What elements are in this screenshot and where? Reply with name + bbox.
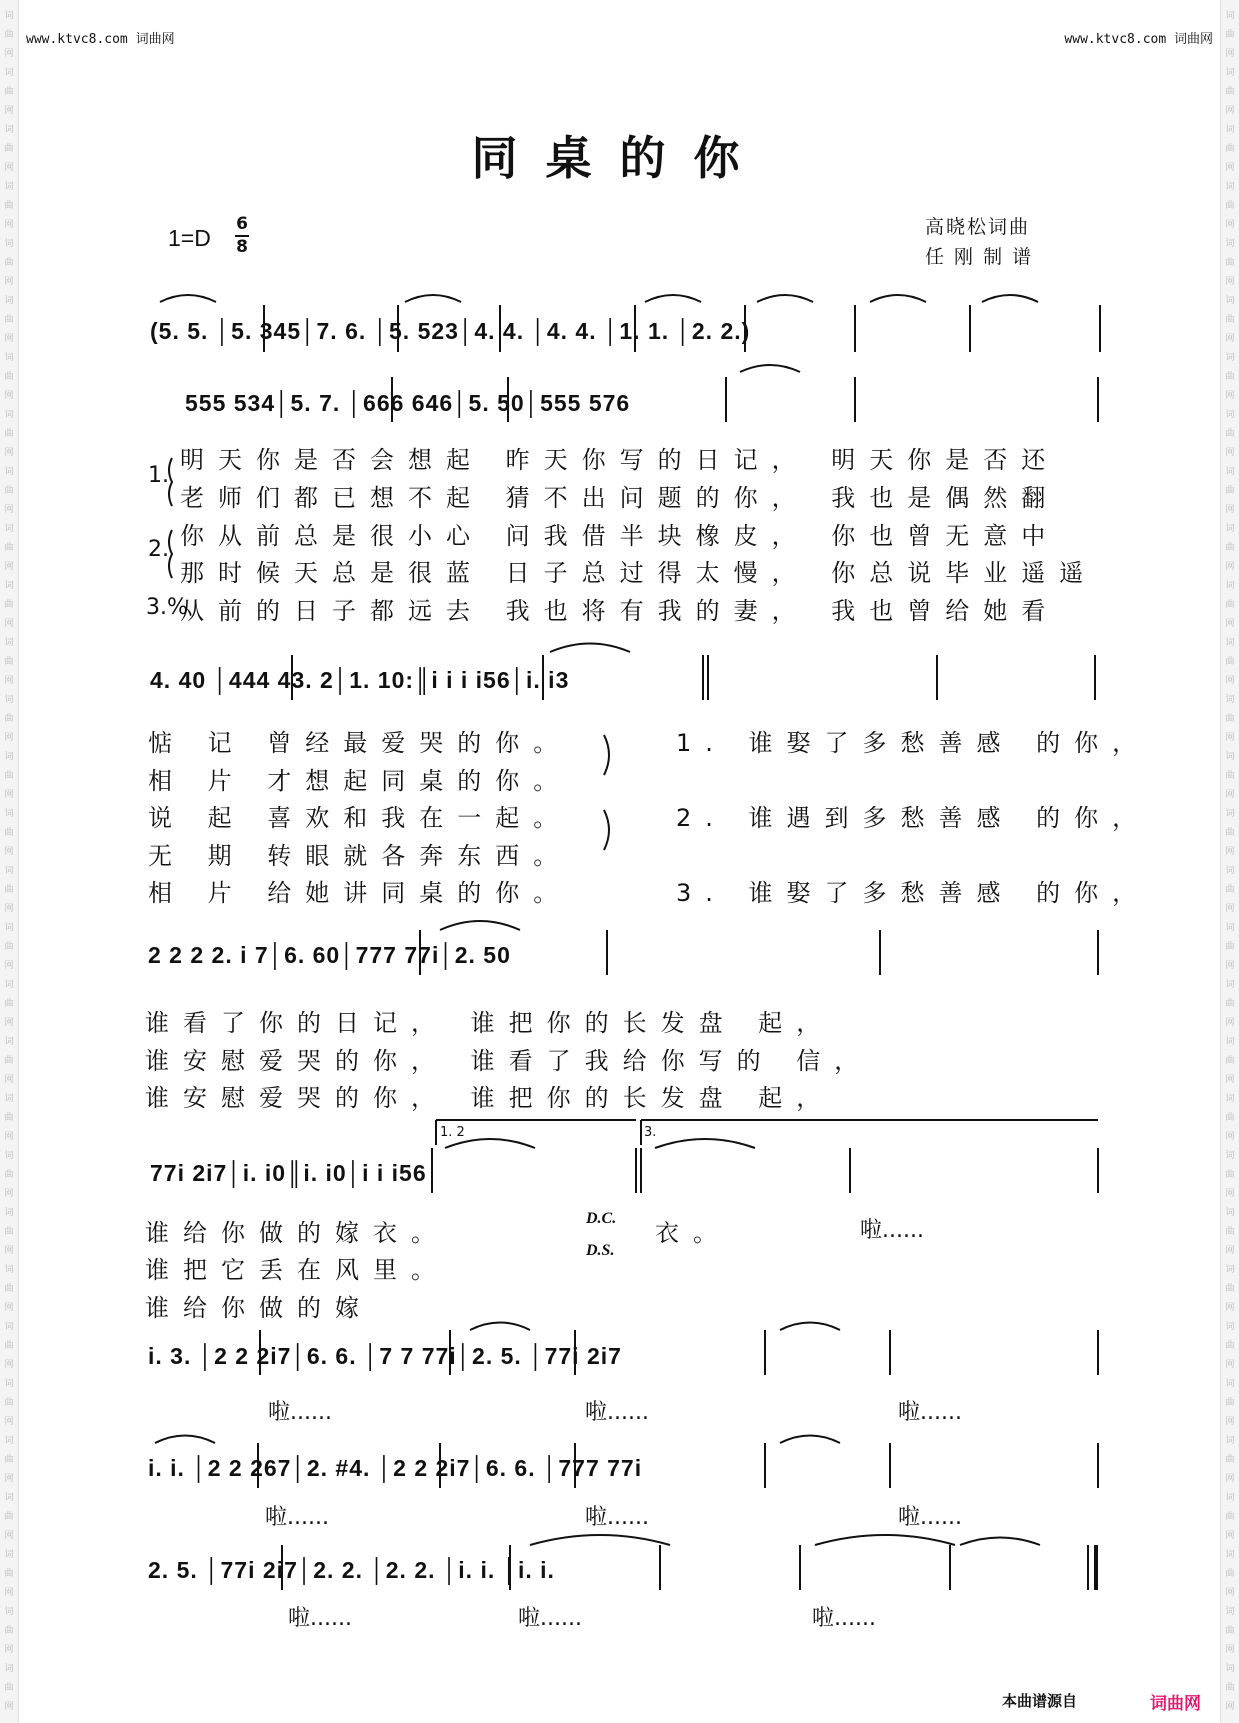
watermark-glyph: 网 [1225, 1075, 1235, 1085]
watermark-glyph: 网 [1225, 847, 1235, 857]
watermark-glyph: 网 [4, 1303, 14, 1313]
watermark-glyph: 网 [1225, 1018, 1235, 1028]
notation-row-6: i. 3. │2 2 2i7│6. 6. │7 7 77i│2. 5. │77i 2i7 [148, 1343, 622, 1369]
watermark-glyph: 网 [1225, 1417, 1235, 1427]
watermark-glyph: 曲 [4, 30, 14, 40]
watermark-glyph: 网 [4, 1417, 14, 1427]
watermark-glyph: 曲 [1225, 543, 1235, 553]
watermark-glyph: 词 [1225, 11, 1235, 21]
lyric-line-5: 从前的日子都远去 我也将有我的妻， 我也曾给她看 [180, 597, 1060, 625]
notation-row-4: 2 2 2 2. i 7│6. 60│777 77i│2. 50 [148, 942, 511, 968]
watermark-glyph: 曲 [4, 1398, 14, 1408]
key-signature: 1=D [168, 225, 211, 251]
watermark-glyph: 词 [1225, 752, 1235, 762]
lyric-b2-left-2: 相 片 才想起同桌的你。 [148, 767, 572, 795]
watermark-glyph: 曲 [4, 942, 14, 952]
la-row8-2: 啦...... [518, 1606, 582, 1631]
watermark-glyph: 曲 [4, 1341, 14, 1351]
volta-second-label: 3. [644, 1125, 657, 1140]
lyric-b2-left-5: 相 片 给她讲同桌的你。 [148, 879, 572, 907]
volta-first-label: 1. 2 [440, 1125, 465, 1140]
la-row7-1: 啦...... [265, 1505, 329, 1530]
watermark-glyph: 词 [4, 125, 14, 135]
notation-row-3: 4. 40 │444 43. 2│1. 10:║i i i i56│i. i3 [150, 667, 570, 693]
dc-marking: D.C. [586, 1210, 617, 1227]
watermark-glyph: 词 [4, 1379, 14, 1389]
lyric-b3-2: 谁安慰爱哭的你， 谁看了我给你写的 信， [145, 1047, 873, 1075]
credit-lyrics-music: 高晓松词曲 [925, 216, 1031, 238]
lyric-b3-3: 谁安慰爱哭的你， 谁把你的长发盘 起， [145, 1084, 835, 1112]
watermark-glyph: 曲 [1225, 771, 1235, 781]
watermark-glyph: 词 [4, 410, 14, 420]
watermark-glyph: 曲 [1225, 30, 1235, 40]
la-row8-3: 啦...... [812, 1606, 876, 1631]
watermark-glyph: 曲 [1225, 714, 1235, 724]
watermark-glyph: 网 [1225, 904, 1235, 914]
watermark-glyph: 词 [1225, 1265, 1235, 1275]
lyric-b4-2: 谁把它丢在风里。 [145, 1256, 449, 1284]
watermark-glyph: 曲 [1225, 1455, 1235, 1465]
watermark-glyph: 网 [4, 448, 14, 458]
watermark-glyph: 网 [1225, 277, 1235, 287]
watermark-glyph: 曲 [1225, 600, 1235, 610]
lyric-line-1: 明天你是否会想起 昨天你写的日记， 明天你是否还 [180, 446, 1060, 474]
footer-brand-logo[interactable]: 词曲网 [1150, 1694, 1201, 1714]
watermark-glyph: 网 [4, 1588, 14, 1598]
watermark-glyph: 词 [4, 923, 14, 933]
la-row7-2: 啦...... [585, 1505, 649, 1530]
lyric-line-3: 你从前总是很小心 问我借半块橡皮， 你也曾无意中 [180, 522, 1060, 550]
watermark-glyph: 曲 [4, 87, 14, 97]
watermark-glyph: 网 [1225, 1474, 1235, 1484]
watermark-glyph: 曲 [1225, 828, 1235, 838]
watermark-glyph: 曲 [4, 1170, 14, 1180]
watermark-glyph: 词 [1225, 125, 1235, 135]
watermark-glyph: 网 [1225, 1189, 1235, 1199]
watermark-glyph: 网 [4, 277, 14, 287]
lyric-b4-yi: 衣。 [655, 1219, 731, 1247]
watermark-glyph: 网 [1225, 1246, 1235, 1256]
watermark-glyph: 曲 [4, 1284, 14, 1294]
watermark-glyph: 词 [1225, 1322, 1235, 1332]
watermark-glyph: 网 [1225, 790, 1235, 800]
watermark-glyph: 词 [1225, 980, 1235, 990]
watermark-glyph: 曲 [1225, 486, 1235, 496]
watermark-glyph: 曲 [4, 828, 14, 838]
verse-label-3: 3.% [146, 595, 188, 620]
la-row6-1: 啦...... [268, 1400, 332, 1425]
verse-label-2: 2. [148, 537, 169, 562]
watermark-glyph: 词 [4, 866, 14, 876]
watermark-glyph: 曲 [4, 1227, 14, 1237]
la-row6-3: 啦...... [898, 1400, 962, 1425]
watermark-glyph: 网 [1225, 334, 1235, 344]
watermark-glyph: 词 [1225, 866, 1235, 876]
watermark-glyph: 网 [1225, 220, 1235, 230]
watermark-glyph: 词 [1225, 581, 1235, 591]
watermark-glyph: 曲 [4, 1626, 14, 1636]
watermark-glyph: 网 [4, 1702, 14, 1712]
lyric-line-4: 那时候天总是很蓝 日子总过得太慢， 你总说毕业遥遥 [180, 559, 1098, 587]
watermark-glyph: 网 [1225, 619, 1235, 629]
lyric-b4-la: 啦...... [860, 1218, 924, 1243]
watermark-glyph: 曲 [1225, 315, 1235, 325]
watermark-glyph: 网 [1225, 1645, 1235, 1655]
watermark-glyph: 词 [4, 752, 14, 762]
watermark-glyph: 网 [4, 1645, 14, 1655]
watermark-glyph: 曲 [4, 771, 14, 781]
watermark-glyph: 网 [1225, 733, 1235, 743]
footer-source-label: 本曲谱源自 [1002, 1692, 1078, 1710]
watermark-glyph: 词 [4, 296, 14, 306]
watermark-glyph: 词 [4, 1037, 14, 1047]
watermark-glyph: 词 [4, 1436, 14, 1446]
watermark-glyph: 曲 [1225, 372, 1235, 382]
lyric-b4-1: 谁给你做的嫁衣。 [145, 1219, 449, 1247]
watermark-glyph: 词 [4, 1151, 14, 1161]
song-title: 同桌的你 [471, 131, 768, 185]
watermark-glyph: 网 [4, 1246, 14, 1256]
watermark-glyph: 词 [1225, 638, 1235, 648]
watermark-glyph: 曲 [1225, 942, 1235, 952]
watermark-glyph: 网 [1225, 961, 1235, 971]
watermark-glyph: 词 [1225, 182, 1235, 192]
watermark-glyph: 词 [4, 1322, 14, 1332]
watermark-glyph: 词 [4, 1493, 14, 1503]
watermark-glyph: 曲 [4, 258, 14, 268]
watermark-glyph: 曲 [4, 600, 14, 610]
watermark-glyph: 网 [4, 106, 14, 116]
watermark-glyph: 曲 [1225, 1284, 1235, 1294]
watermark-glyph: 网 [1225, 1702, 1235, 1712]
watermark-glyph: 词 [4, 809, 14, 819]
header-url-right[interactable]: www.ktvc8.com 词曲网 [1064, 32, 1213, 47]
watermark-glyph: 曲 [1225, 1056, 1235, 1066]
watermark-glyph: 网 [1225, 1360, 1235, 1370]
watermark-glyph: 网 [4, 733, 14, 743]
watermark-glyph: 网 [1225, 1132, 1235, 1142]
watermark-glyph: 曲 [4, 486, 14, 496]
watermark-glyph: 词 [4, 1550, 14, 1560]
watermark-glyph: 词 [4, 239, 14, 249]
watermark-glyph: 曲 [4, 1455, 14, 1465]
notation-row-5: 77i 2i7│i. i0║i. i0│i i i56 [150, 1160, 427, 1186]
watermark-glyph: 词 [1225, 1094, 1235, 1104]
watermark-glyph: 网 [4, 904, 14, 914]
watermark-glyph: 网 [4, 619, 14, 629]
watermark-glyph: 词 [1225, 353, 1235, 363]
lyric-b2-left-3: 说 起 喜欢和我在一起。 [148, 804, 572, 832]
watermark-glyph: 网 [4, 1360, 14, 1370]
watermark-glyph: 词 [1225, 695, 1235, 705]
watermark-glyph: 曲 [4, 714, 14, 724]
watermark-glyph: 词 [4, 695, 14, 705]
watermark-glyph: 词 [1225, 524, 1235, 534]
watermark-glyph: 曲 [1225, 87, 1235, 97]
watermark-glyph: 网 [4, 1189, 14, 1199]
watermark-glyph: 词 [1225, 809, 1235, 819]
notation-row-7: i. i. │2 2 267│2. #4. │2 2 2i7│6. 6. │777 77i [148, 1455, 643, 1481]
watermark-glyph: 网 [4, 1132, 14, 1142]
watermark-glyph: 网 [4, 961, 14, 971]
watermark-glyph: 曲 [1225, 1569, 1235, 1579]
lyric-b2-right-2: 2. 谁遇到多愁善感 的你， [676, 804, 1151, 832]
watermark-glyph: 词 [1225, 410, 1235, 420]
watermark-glyph: 曲 [4, 999, 14, 1009]
ds-marking: D.S. [586, 1242, 615, 1259]
watermark-glyph: 网 [4, 790, 14, 800]
watermark-glyph: 网 [1225, 505, 1235, 515]
watermark-glyph: 曲 [1225, 1626, 1235, 1636]
watermark-glyph: 曲 [4, 1056, 14, 1066]
lyric-b2-left-1: 惦 记 曾经最爱哭的你。 [148, 729, 572, 757]
watermark-glyph: 词 [1225, 68, 1235, 78]
watermark-glyph: 曲 [1225, 258, 1235, 268]
watermark-glyph: 词 [4, 467, 14, 477]
watermark-glyph: 曲 [4, 885, 14, 895]
watermark-glyph: 网 [4, 1075, 14, 1085]
watermark-glyph: 词 [1225, 1493, 1235, 1503]
watermark-glyph: 曲 [1225, 1113, 1235, 1123]
watermark-glyph: 曲 [1225, 429, 1235, 439]
lyric-b2-right-3: 3. 谁娶了多愁善感 的你， [676, 879, 1151, 907]
watermark-glyph: 网 [4, 505, 14, 515]
watermark-glyph: 网 [1225, 106, 1235, 116]
watermark-glyph: 词 [1225, 1664, 1235, 1674]
watermark-glyph: 曲 [1225, 1341, 1235, 1351]
watermark-glyph: 词 [1225, 1436, 1235, 1446]
watermark-glyph: 网 [4, 847, 14, 857]
watermark-glyph: 网 [1225, 1303, 1235, 1313]
credit-arranger: 任 刚 制 谱 [925, 246, 1034, 268]
watermark-glyph: 曲 [1225, 144, 1235, 154]
watermark-glyph: 曲 [4, 144, 14, 154]
header-url-left[interactable]: www.ktvc8.com 词曲网 [26, 32, 175, 47]
watermark-glyph: 曲 [4, 1512, 14, 1522]
watermark-glyph: 网 [4, 334, 14, 344]
watermark-glyph: 词 [4, 1664, 14, 1674]
watermark-glyph: 曲 [1225, 657, 1235, 667]
watermark-glyph: 网 [1225, 163, 1235, 173]
la-row8-1: 啦...... [288, 1606, 352, 1631]
time-signature-top: 6 [236, 214, 248, 234]
watermark-glyph: 网 [4, 1531, 14, 1541]
watermark-glyph: 网 [1225, 391, 1235, 401]
watermark-glyph: 词 [4, 980, 14, 990]
watermark-glyph: 曲 [1225, 1683, 1235, 1693]
watermark-glyph: 网 [1225, 1588, 1235, 1598]
notation-row-1: (5. 5. │5. 345│7. 6. │5. 523│4. 4. │4. 4. │1. 1. │2. 2.) [150, 318, 751, 344]
lyric-b2-left-4: 无 期 转眼就各奔东西。 [148, 842, 572, 870]
watermark-glyph: 曲 [4, 1683, 14, 1693]
watermark-glyph: 网 [4, 220, 14, 230]
watermark-glyph: 曲 [1225, 999, 1235, 1009]
watermark-glyph: 网 [4, 1474, 14, 1484]
watermark-glyph: 曲 [1225, 885, 1235, 895]
watermark-glyph: 词 [1225, 923, 1235, 933]
watermark-glyph: 曲 [1225, 1170, 1235, 1180]
watermark-glyph: 曲 [4, 372, 14, 382]
lyric-b2-right-1: 1. 谁娶了多愁善感 的你， [676, 729, 1151, 757]
lyric-b4-3: 谁给你做的嫁 [145, 1294, 373, 1322]
watermark-glyph: 词 [4, 1094, 14, 1104]
watermark-glyph: 网 [4, 1018, 14, 1028]
watermark-glyph: 曲 [4, 1569, 14, 1579]
watermark-glyph: 网 [1225, 676, 1235, 686]
watermark-glyph: 网 [1225, 562, 1235, 572]
watermark-glyph: 网 [4, 391, 14, 401]
watermark-glyph: 网 [4, 49, 14, 59]
watermark-glyph: 曲 [4, 1113, 14, 1123]
notation-row-8: 2. 5. │77i 2i7│2. 2. │2. 2. │i. i. │i. i. [148, 1557, 555, 1583]
watermark-glyph: 词 [4, 353, 14, 363]
watermark-glyph: 网 [1225, 49, 1235, 59]
watermark-glyph: 词 [1225, 1550, 1235, 1560]
watermark-glyph: 词 [1225, 467, 1235, 477]
watermark-glyph: 词 [4, 1265, 14, 1275]
watermark-glyph: 词 [1225, 1607, 1235, 1617]
watermark-glyph: 曲 [1225, 1227, 1235, 1237]
watermark-glyph: 网 [4, 676, 14, 686]
watermark-glyph: 词 [1225, 239, 1235, 249]
watermark-glyph: 词 [1225, 1037, 1235, 1047]
watermark-glyph: 曲 [4, 543, 14, 553]
watermark-glyph: 曲 [4, 201, 14, 211]
la-row7-3: 啦...... [898, 1505, 962, 1530]
notation-row-2: 555 534│5. 7. │666 646│5. 50│555 576 [185, 390, 631, 416]
lyric-line-2: 老师们都已想不起 猜不出问题的你， 我也是偶然翻 [180, 484, 1060, 512]
lyric-b3-1: 谁看了你的日记， 谁把你的长发盘 起， [145, 1009, 835, 1037]
watermark-glyph: 词 [1225, 1151, 1235, 1161]
watermark-glyph: 词 [4, 581, 14, 591]
watermark-glyph: 网 [1225, 448, 1235, 458]
watermark-glyph: 词 [1225, 296, 1235, 306]
watermark-glyph: 网 [4, 562, 14, 572]
watermark-glyph: 词 [4, 638, 14, 648]
watermark-glyph: 词 [1225, 1208, 1235, 1218]
watermark-glyph: 曲 [1225, 201, 1235, 211]
watermark-glyph: 曲 [1225, 1398, 1235, 1408]
watermark-glyph: 词 [4, 182, 14, 192]
watermark-glyph: 曲 [1225, 1512, 1235, 1522]
time-signature-bottom: 8 [236, 236, 248, 257]
la-row6-2: 啦...... [585, 1400, 649, 1425]
watermark-glyph: 曲 [4, 657, 14, 667]
watermark-glyph: 词 [1225, 1379, 1235, 1389]
watermark-glyph: 词 [4, 1607, 14, 1617]
watermark-glyph: 网 [4, 163, 14, 173]
watermark-glyph: 词 [4, 524, 14, 534]
watermark-glyph: 曲 [4, 315, 14, 325]
watermark-glyph: 网 [1225, 1531, 1235, 1541]
watermark-glyph: 词 [4, 1208, 14, 1218]
watermark-glyph: 词 [4, 68, 14, 78]
verse-label-1: 1. [148, 463, 169, 488]
watermark-glyph: 词 [4, 11, 14, 21]
watermark-glyph: 曲 [4, 429, 14, 439]
